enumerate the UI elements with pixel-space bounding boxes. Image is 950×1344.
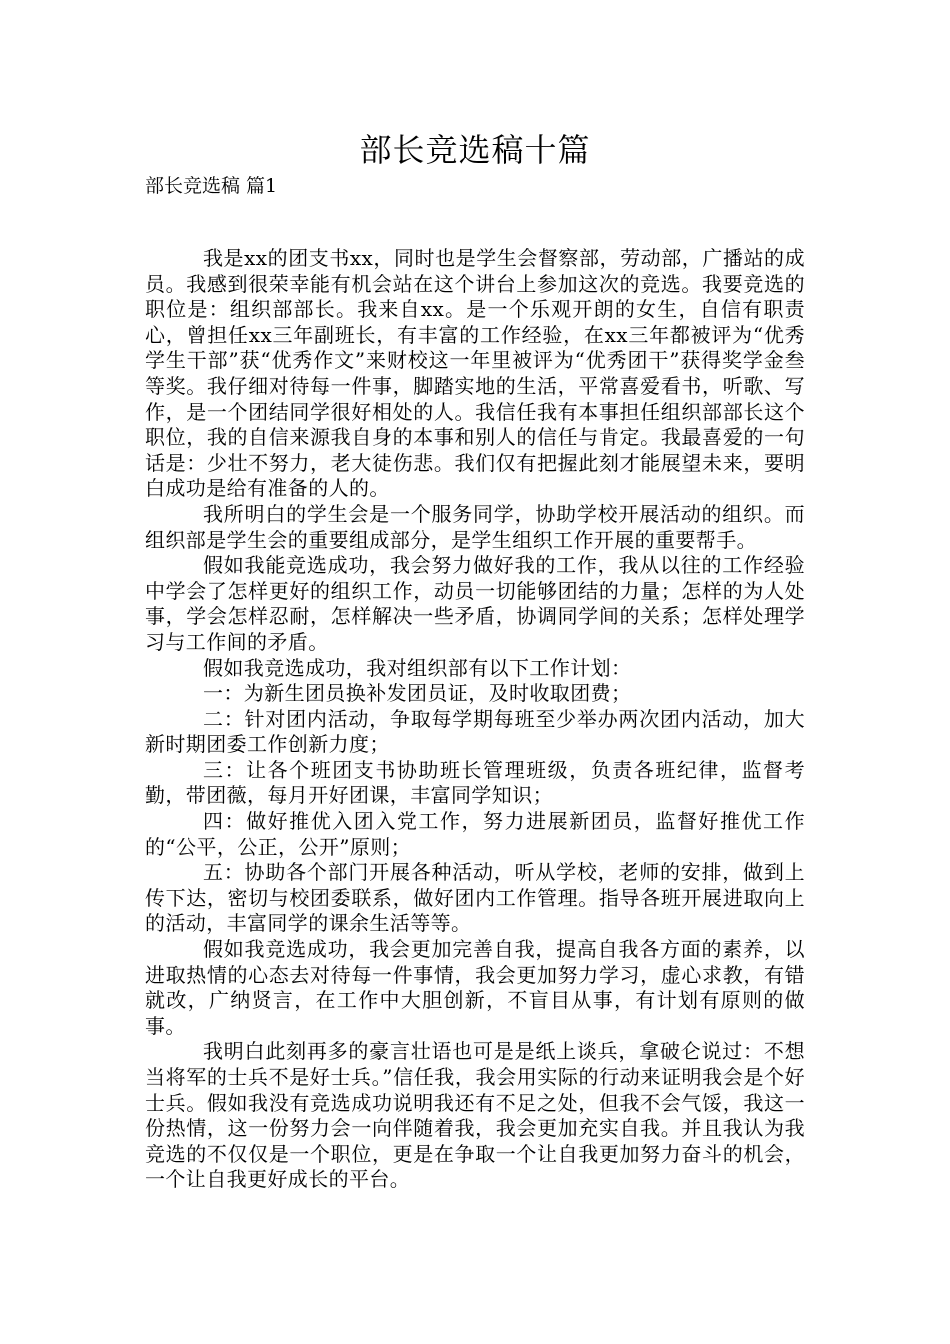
paragraph: 假如我竞选成功，我会更加完善自我，提高自我各方面的素养，以进取热情的心态去对待每一件事情，我会更加努力学习，虚心求教，有错就改，广纳贤言，在工作中大胆创新，不盲目从事，有计划有原则的做事。 [145, 937, 805, 1038]
plan-item: 二：针对团内活动，争取每学期每班至少举办两次团内活动，加大新时期团委工作创新力度； [145, 706, 805, 757]
paragraph: 我明白此刻再多的豪言壮语也可是是纸上谈兵，拿破仑说过：不想当将军的士兵不是好士兵。”信任我，我会用实际的行动来证明我会是个好士兵。假如我没有竞选成功说明我还有不足之处，但我不会气馁，我这一份热情，这一份努力会一向伴随着我，我会更加充实自我。并且我认为我竞选的不仅仅是一个职位，更是在争取一个让自我更加努力奋斗的机会，一个让自我更好成长的平台。 [145, 1039, 805, 1192]
section-heading: 部长竞选稿 篇1 [145, 175, 278, 197]
plan-item: 四：做好推优入团入党工作，努力进展新团员，监督好推优工作的“公平，公正，公开”原则； [145, 809, 805, 859]
plan-item: 一：为新生团员换补发团员证，及时收取团费； [203, 681, 632, 706]
paragraph: 假如我能竞选成功，我会努力做好我的工作，我从以往的工作经验中学会了怎样更好的组织工作，动员一切能够团结的力量；怎样的为人处事，学会怎样忍耐，怎样解决一些矛盾，协调同学间的关系；怎样处理学习与工作间的矛盾。 [145, 553, 805, 654]
document-body [145, 246, 805, 1193]
document-title: 部长竞选稿十篇 [359, 131, 591, 169]
paragraph: 假如我竞选成功，我对组织部有以下工作计划： [203, 655, 632, 680]
plan-item: 三：让各个班团支书协助班长管理班级，负责各班纪律，监督考勤，带团薇，每月开好团课，丰富同学知识； [145, 757, 805, 808]
plan-item: 五：协助各个部门开展各种活动，听从学校，老师的安排，做到上传下达，密切与校团委联系，做好团内工作管理。指导各班开展进取向上的活动，丰富同学的课余生活等等。 [145, 860, 805, 936]
paragraph: 我是xx的团支书xx，同时也是学生会督察部，劳动部，广播站的成员。我感到很荣幸能有机会站在这个讲台上参加这次的竞选。我要竞选的职位是：组织部部长。我来自xx。是一个乐观开朗的女生，自信有职责心，曾担任xx三年副班长，有丰富的工作经验，在xx三年都被评为“优秀学生干部”获“优秀作文”来财校这一年里被评为“优秀团干”获得奖学金叁等奖。我仔细对待每一件事，脚踏实地的生活，平常喜爱看书，听歌、写作，是一个团结同学很好相处的人。我信任我有本事担任组织部部长这个职位，我的自信来源我自身的本事和别人的信任与肯定。我最喜爱的一句话是：少壮不努力，老大徒伤悲。我们仅有把握此刻才能展望未来，要明白成功是给有准备的人的。 [145, 246, 805, 501]
paragraph: 我所明白的学生会是一个服务同学，协助学校开展活动的组织。而组织部是学生会的重要组成部分，是学生组织工作开展的重要帮手。 [145, 501, 805, 552]
